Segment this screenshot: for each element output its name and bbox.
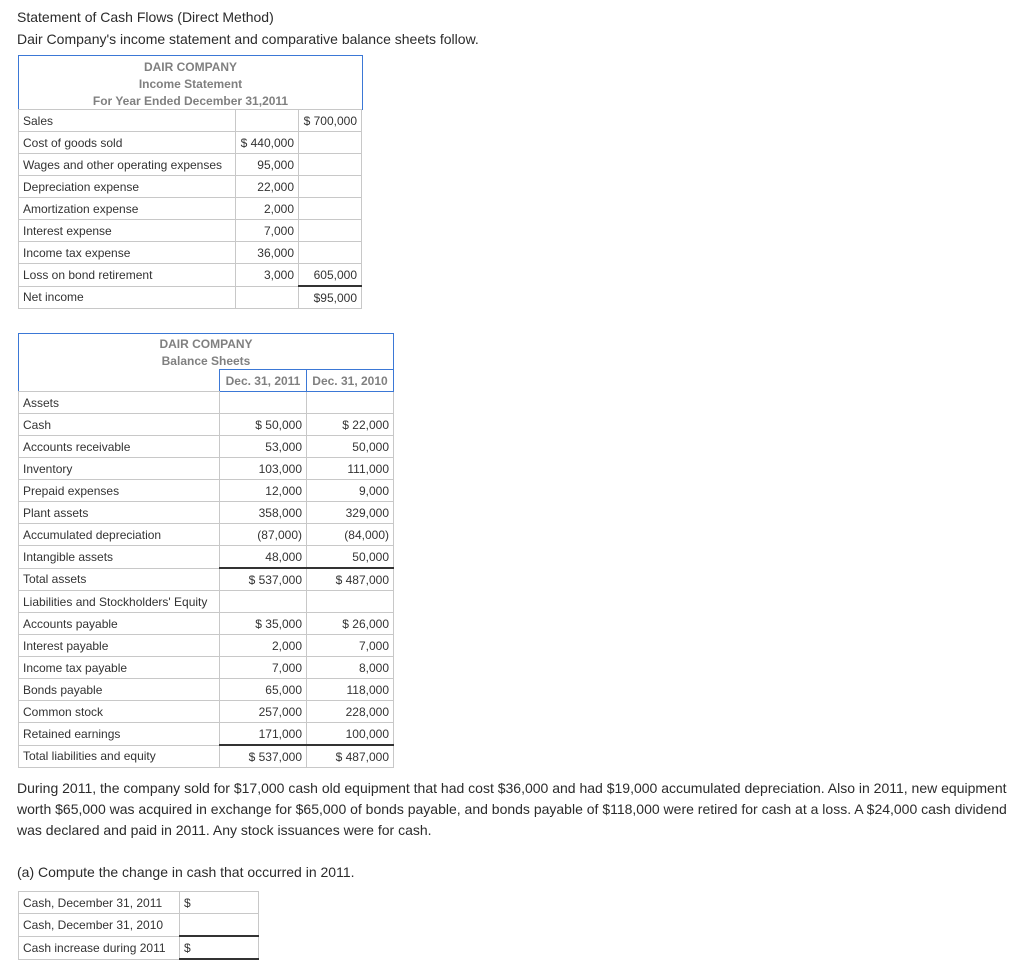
balance-row (19, 701, 394, 723)
balance-row (19, 568, 394, 591)
balance-row-label: Income tax payable (19, 657, 220, 679)
balance-row (19, 657, 394, 679)
balance-row-2010: (84,000) (307, 524, 394, 546)
balance-row-2011: 7,000 (220, 657, 307, 679)
balance-row-2010 (307, 392, 394, 414)
income-row-total (299, 220, 362, 242)
answer-input[interactable] (180, 914, 259, 937)
balance-row (19, 458, 394, 480)
balance-row (19, 480, 394, 502)
balance-row-label: Inventory (19, 458, 220, 480)
income-row-total (299, 176, 362, 198)
balance-row-2011: 12,000 (220, 480, 307, 502)
income-row-amount: 3,000 (236, 264, 299, 287)
balance-row-2011: 171,000 (220, 723, 307, 746)
income-row-label: Depreciation expense (19, 176, 236, 198)
income-row-total: 605,000 (299, 264, 362, 287)
column-header-2011: Dec. 31, 2011 (220, 370, 307, 392)
answer-input[interactable] (180, 892, 259, 914)
income-row (19, 132, 362, 154)
balance-row-label: Prepaid expenses (19, 480, 220, 502)
balance-row-label: Accounts payable (19, 613, 220, 635)
balance-row-2010: 329,000 (307, 502, 394, 524)
answer-row-label: Cash increase during 2011 (19, 936, 180, 959)
income-statement-period: For Year Ended December 31,2011 (92, 94, 289, 108)
question-a-prompt: (a) Compute the change in cash that occurred in 2011. (17, 864, 355, 880)
balance-row-2010: 9,000 (307, 480, 394, 502)
balance-row-label: Accounts receivable (19, 436, 220, 458)
balance-row (19, 436, 394, 458)
income-row-total (299, 132, 362, 154)
balance-row-label: Cash (19, 414, 220, 436)
income-row-amount: 7,000 (236, 220, 299, 242)
balance-row (19, 524, 394, 546)
page-intro: Dair Company's income statement and comparative balance sheets follow. (17, 31, 479, 47)
balance-row (19, 679, 394, 701)
balance-row-2010: 8,000 (307, 657, 394, 679)
balance-row-2011 (220, 392, 307, 414)
balance-row-label: Accumulated depreciation (19, 524, 220, 546)
income-row-label: Interest expense (19, 220, 236, 242)
answer-input[interactable] (180, 936, 259, 959)
income-row-amount (236, 110, 299, 132)
balance-row-label: Bonds payable (19, 679, 220, 701)
income-row-label: Wages and other operating expenses (19, 154, 236, 176)
income-row-total (299, 242, 362, 264)
balance-row-2010: 228,000 (307, 701, 394, 723)
balance-sheet-company: DAIR COMPANY (159, 337, 253, 351)
balance-row-label: Total liabilities and equity (19, 745, 220, 768)
income-row-total: $95,000 (299, 286, 362, 309)
balance-row-2011: 65,000 (220, 679, 307, 701)
income-row (19, 242, 362, 264)
income-row-amount: 95,000 (236, 154, 299, 176)
balance-row-2010: $ 26,000 (307, 613, 394, 635)
balance-row-2010: 50,000 (307, 546, 394, 569)
income-statement-header (18, 55, 363, 110)
balance-sheet-column-headers (19, 370, 394, 392)
balance-row-label: Interest payable (19, 635, 220, 657)
income-row-label: Sales (19, 110, 236, 132)
narrative-paragraph: During 2011, the company sold for $17,000 cash old equipment that had cost $36,000 and had $19,000 accumulated depreciation. Also in 2011, new equipment worth $65,000 was acquired in exchange for $65,000 of bonds payable, and bonds payable of $118,000 were retired for cash at a loss. A $24,000 cash dividend was declared and paid in 2011. Any stock issuances were for cash. (17, 780, 1007, 838)
income-row-amount: 2,000 (236, 198, 299, 220)
balance-row-label: Total assets (19, 568, 220, 591)
income-row-amount: 36,000 (236, 242, 299, 264)
income-row-label: Income tax expense (19, 242, 236, 264)
balance-row-label: Intangible assets (19, 546, 220, 569)
income-row (19, 110, 362, 132)
answer-row-label: Cash, December 31, 2010 (19, 914, 180, 937)
balance-row-2010: $ 22,000 (307, 414, 394, 436)
answer-row (19, 936, 259, 959)
income-row (19, 286, 362, 309)
income-row (19, 176, 362, 198)
balance-row-2011: 103,000 (220, 458, 307, 480)
balance-row-2010: 100,000 (307, 723, 394, 746)
income-row-label: Loss on bond retirement (19, 264, 236, 287)
balance-row-label: Retained earnings (19, 723, 220, 746)
balance-row-2011: $ 537,000 (220, 745, 307, 768)
income-row-total (299, 154, 362, 176)
income-row-total (299, 198, 362, 220)
balance-row-2010 (307, 591, 394, 613)
balance-row (19, 591, 394, 613)
balance-row-2011: 48,000 (220, 546, 307, 569)
income-statement-company: DAIR COMPANY (143, 60, 238, 74)
balance-sheet-header (18, 333, 394, 371)
balance-row-2010: 7,000 (307, 635, 394, 657)
balance-sheet-name: Balance Sheets (161, 354, 251, 368)
balance-row-2010: $ 487,000 (307, 745, 394, 768)
balance-row-2010: 118,000 (307, 679, 394, 701)
answer-currency-prefix: $ (184, 940, 191, 955)
income-row (19, 220, 362, 242)
balance-sheet-table (18, 369, 394, 768)
balance-row-label: Assets (19, 392, 220, 414)
column-header-2010: Dec. 31, 2010 (307, 370, 394, 392)
balance-row-2011 (220, 591, 307, 613)
balance-row (19, 635, 394, 657)
balance-row-label: Plant assets (19, 502, 220, 524)
balance-row-2010: $ 487,000 (307, 568, 394, 591)
income-row-amount: $ 440,000 (236, 132, 299, 154)
income-row-amount: 22,000 (236, 176, 299, 198)
balance-row (19, 723, 394, 746)
balance-row-label: Liabilities and Stockholders' Equity (19, 591, 220, 613)
income-row (19, 264, 362, 287)
page-title: Statement of Cash Flows (Direct Method) (17, 9, 274, 25)
balance-row (19, 745, 394, 768)
balance-row-2011: 2,000 (220, 635, 307, 657)
balance-row (19, 414, 394, 436)
answer-row-label: Cash, December 31, 2011 (19, 892, 180, 914)
balance-row-2011: 358,000 (220, 502, 307, 524)
income-row-total: $ 700,000 (299, 110, 362, 132)
income-row (19, 198, 362, 220)
balance-row-2011: $ 537,000 (220, 568, 307, 591)
balance-row-2011: $ 50,000 (220, 414, 307, 436)
answer-currency-prefix: $ (184, 895, 191, 910)
income-statement-name: Income Statement (138, 77, 243, 91)
income-row-label: Net income (19, 286, 236, 309)
balance-row-2010: 50,000 (307, 436, 394, 458)
balance-row-label: Common stock (19, 701, 220, 723)
answer-row (19, 892, 259, 914)
answer-table (18, 891, 259, 960)
balance-row (19, 546, 394, 569)
balance-row (19, 392, 394, 414)
income-row (19, 154, 362, 176)
balance-row-2011: 53,000 (220, 436, 307, 458)
income-row-label: Cost of goods sold (19, 132, 236, 154)
income-row-amount (236, 286, 299, 309)
answer-row (19, 914, 259, 937)
income-statement-table (18, 109, 362, 309)
income-row-label: Amortization expense (19, 198, 236, 220)
balance-row-2010: 111,000 (307, 458, 394, 480)
balance-row-2011: (87,000) (220, 524, 307, 546)
balance-row-2011: 257,000 (220, 701, 307, 723)
balance-row-2011: $ 35,000 (220, 613, 307, 635)
balance-row (19, 502, 394, 524)
balance-row (19, 613, 394, 635)
